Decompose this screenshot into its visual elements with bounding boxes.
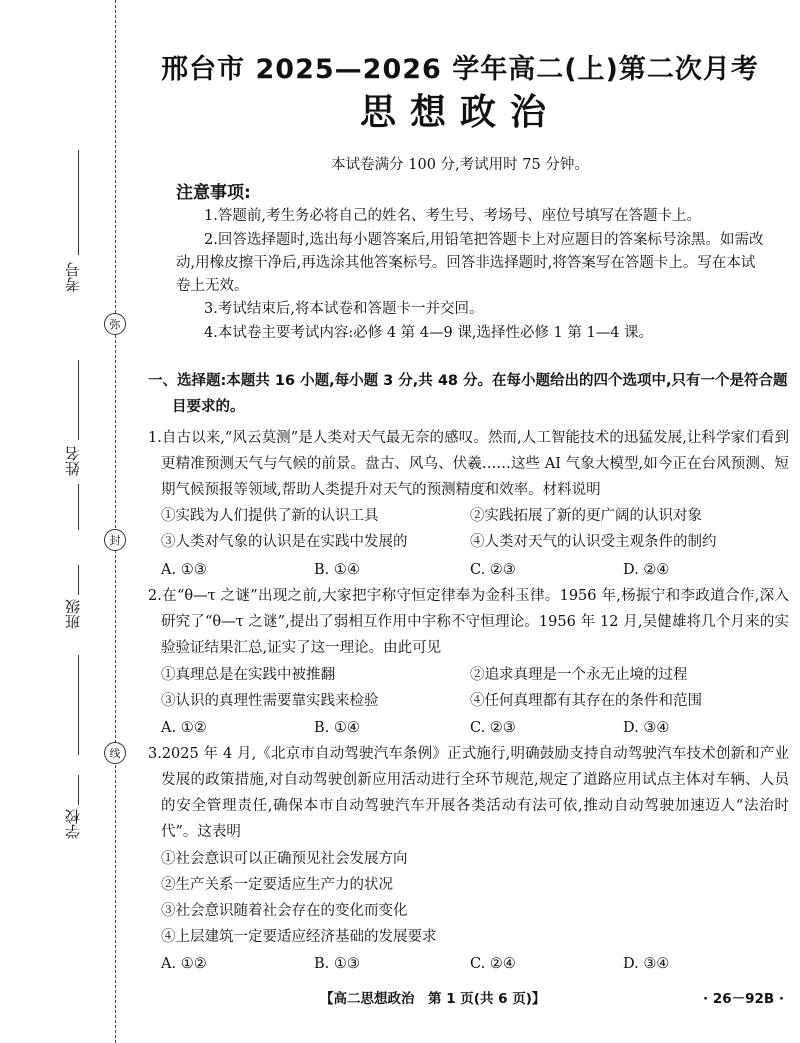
notice-item-2: 2.回答选择题时,选出每小题答案后,用铅笔把答题卡上对应题目的答案标号涂黑。如需改动,用橡皮擦干净后,再选涂其他答案标号。回答非选择题时,将答案写在答题卡上。写在本试卷上无效。 [176, 232, 764, 294]
question-3-option-1: ①社会意识可以正确预见社会发展方向 [161, 851, 408, 867]
section-title: 一、选择题:本题共 16 小题,每小题 3 分,共 48 分。在每小题给出的四个选项中,只有一个是符合题目要求的。 [148, 373, 788, 415]
binding-field-exam-number [62, 150, 92, 330]
question-1-choice-b[interactable]: B. ①④ [314, 562, 360, 578]
question-2-choice-b[interactable]: B. ①④ [314, 720, 360, 736]
paper-code: · 26－92B · [703, 991, 785, 1007]
name-write-line-lower [78, 484, 79, 530]
question-3-choice-c[interactable]: C. ②④ [470, 956, 516, 972]
question-2-option-4: ④任何真理都有其存在的条件和范围 [470, 693, 702, 709]
school-write-line[interactable] [78, 775, 79, 805]
binding-field-name [62, 360, 92, 530]
question-3-option-3: ③社会意识随着社会存在的变化而变化 [161, 903, 408, 919]
question-1-option-3: ③人类对气象的认识是在实践中发展的 [161, 534, 408, 550]
question-1-choice-c[interactable]: C. ②③ [470, 562, 516, 578]
seal-mi: 弥 [104, 313, 126, 335]
seal-xian: 线 [104, 742, 126, 764]
notice-item-3: 3.考试结束后,将本试卷和答题卡一并交回。 [204, 301, 484, 317]
question-1-option-2: ②实践拓展了新的更广阔的认识对象 [470, 508, 702, 524]
question-3-choice-b[interactable]: B. ①③ [314, 956, 360, 972]
binding-field-class [62, 565, 92, 775]
notice-item-4: 4.本试卷主要考试内容:必修 4 第 4—9 课,选择性必修 1 第 1—4 课。 [204, 325, 654, 341]
school-label: 学校 [64, 809, 82, 839]
question-2-choice-a[interactable]: A. ①② [161, 720, 207, 736]
question-1-option-4: ④人类对天气的认识受主观条件的制约 [470, 534, 717, 550]
name-label: 姓名 [64, 446, 82, 476]
exam-number-write-line[interactable] [78, 150, 79, 255]
question-3-option-2: ②生产关系一定要适应生产力的状况 [161, 877, 393, 893]
question-3-choice-a[interactable]: A. ①② [161, 956, 207, 972]
question-2-option-3: ③认识的真理性需要靠实践来检验 [161, 693, 379, 709]
question-3-choice-d[interactable]: D. ③④ [623, 956, 670, 972]
class-write-line-lower [78, 655, 79, 755]
seal-feng: 封 [104, 529, 126, 551]
binding-dashed-line [115, 0, 116, 1043]
question-3-option-4: ④上层建筑一定要适应经济基础的发展要求 [161, 929, 437, 945]
notice-item-1: 1.答题前,考生务必将自己的姓名、考生号、考场号、座位号填写在答题卡上。 [204, 208, 701, 224]
exam-info: 本试卷满分 100 分,考试用时 75 分钟。 [331, 157, 589, 173]
question-1-option-1: ①实践为人们提供了新的认识工具 [161, 508, 379, 524]
question-1-choice-a[interactable]: A. ①③ [161, 562, 207, 578]
question-1-stem: 1.自古以来,“风云莫测”是人类对天气最无奈的感叹。然而,人工智能技术的迅猛发展,让科学家们看到更精准预测天气与气候的前景。盘古、风乌、伏羲……这些 AI 气象大模型,如今正在台风预测、短期气候预报等领域,帮助人类提升对天气的预测精度和效率。材料说明 [148, 430, 789, 498]
question-2-option-2: ②追求真理是一个永无止境的过程 [470, 667, 688, 683]
class-write-line[interactable] [78, 565, 79, 595]
exam-title: 邢台市 2025—2026 学年高二(上)第二次月考 [161, 54, 759, 85]
page-footer: 【高二思想政治 第 1 页(共 6 页)】 [320, 991, 546, 1007]
name-write-line[interactable] [78, 360, 79, 440]
exam-number-label: 考号 [64, 262, 82, 292]
question-2-choice-c[interactable]: C. ②③ [470, 720, 516, 736]
question-3-stem: 3.2025 年 4 月,《北京市自动驾驶汽车条例》正式施行,明确鼓励支持自动驾驶汽车技术创新和产业发展的政策措施,对自动驾驶创新应用活动进行全环节规范,规定了道路应用试点主体对车辆、人员的安全管理责任,确保本市自动驾驶汽车开展各类活动有法可依,推动自动驾驶加速迈人“法治时代”。这表明 [148, 746, 789, 840]
question-2-option-1: ①真理总是在实践中被推翻 [161, 667, 335, 683]
class-label: 班级 [64, 599, 82, 629]
question-2-stem: 2.在“θ—τ 之谜”出现之前,大家把宇称守恒定律奉为金科玉律。1956 年,杨振宁和李政道合作,深入研究了“θ—τ 之谜”,提出了弱相互作用中宇称不守恒理论。1956 年 12 月,吴健雄将几个月来的实验验证结果汇总,证实了这一理论。由此可见 [148, 588, 789, 656]
subject-title: 思想政治 [359, 92, 560, 133]
notice-title: 注意事项: [176, 183, 251, 203]
question-1-choice-d[interactable]: D. ②④ [623, 562, 670, 578]
binding-field-school [62, 775, 92, 875]
question-2-choice-d[interactable]: D. ③④ [623, 720, 670, 736]
